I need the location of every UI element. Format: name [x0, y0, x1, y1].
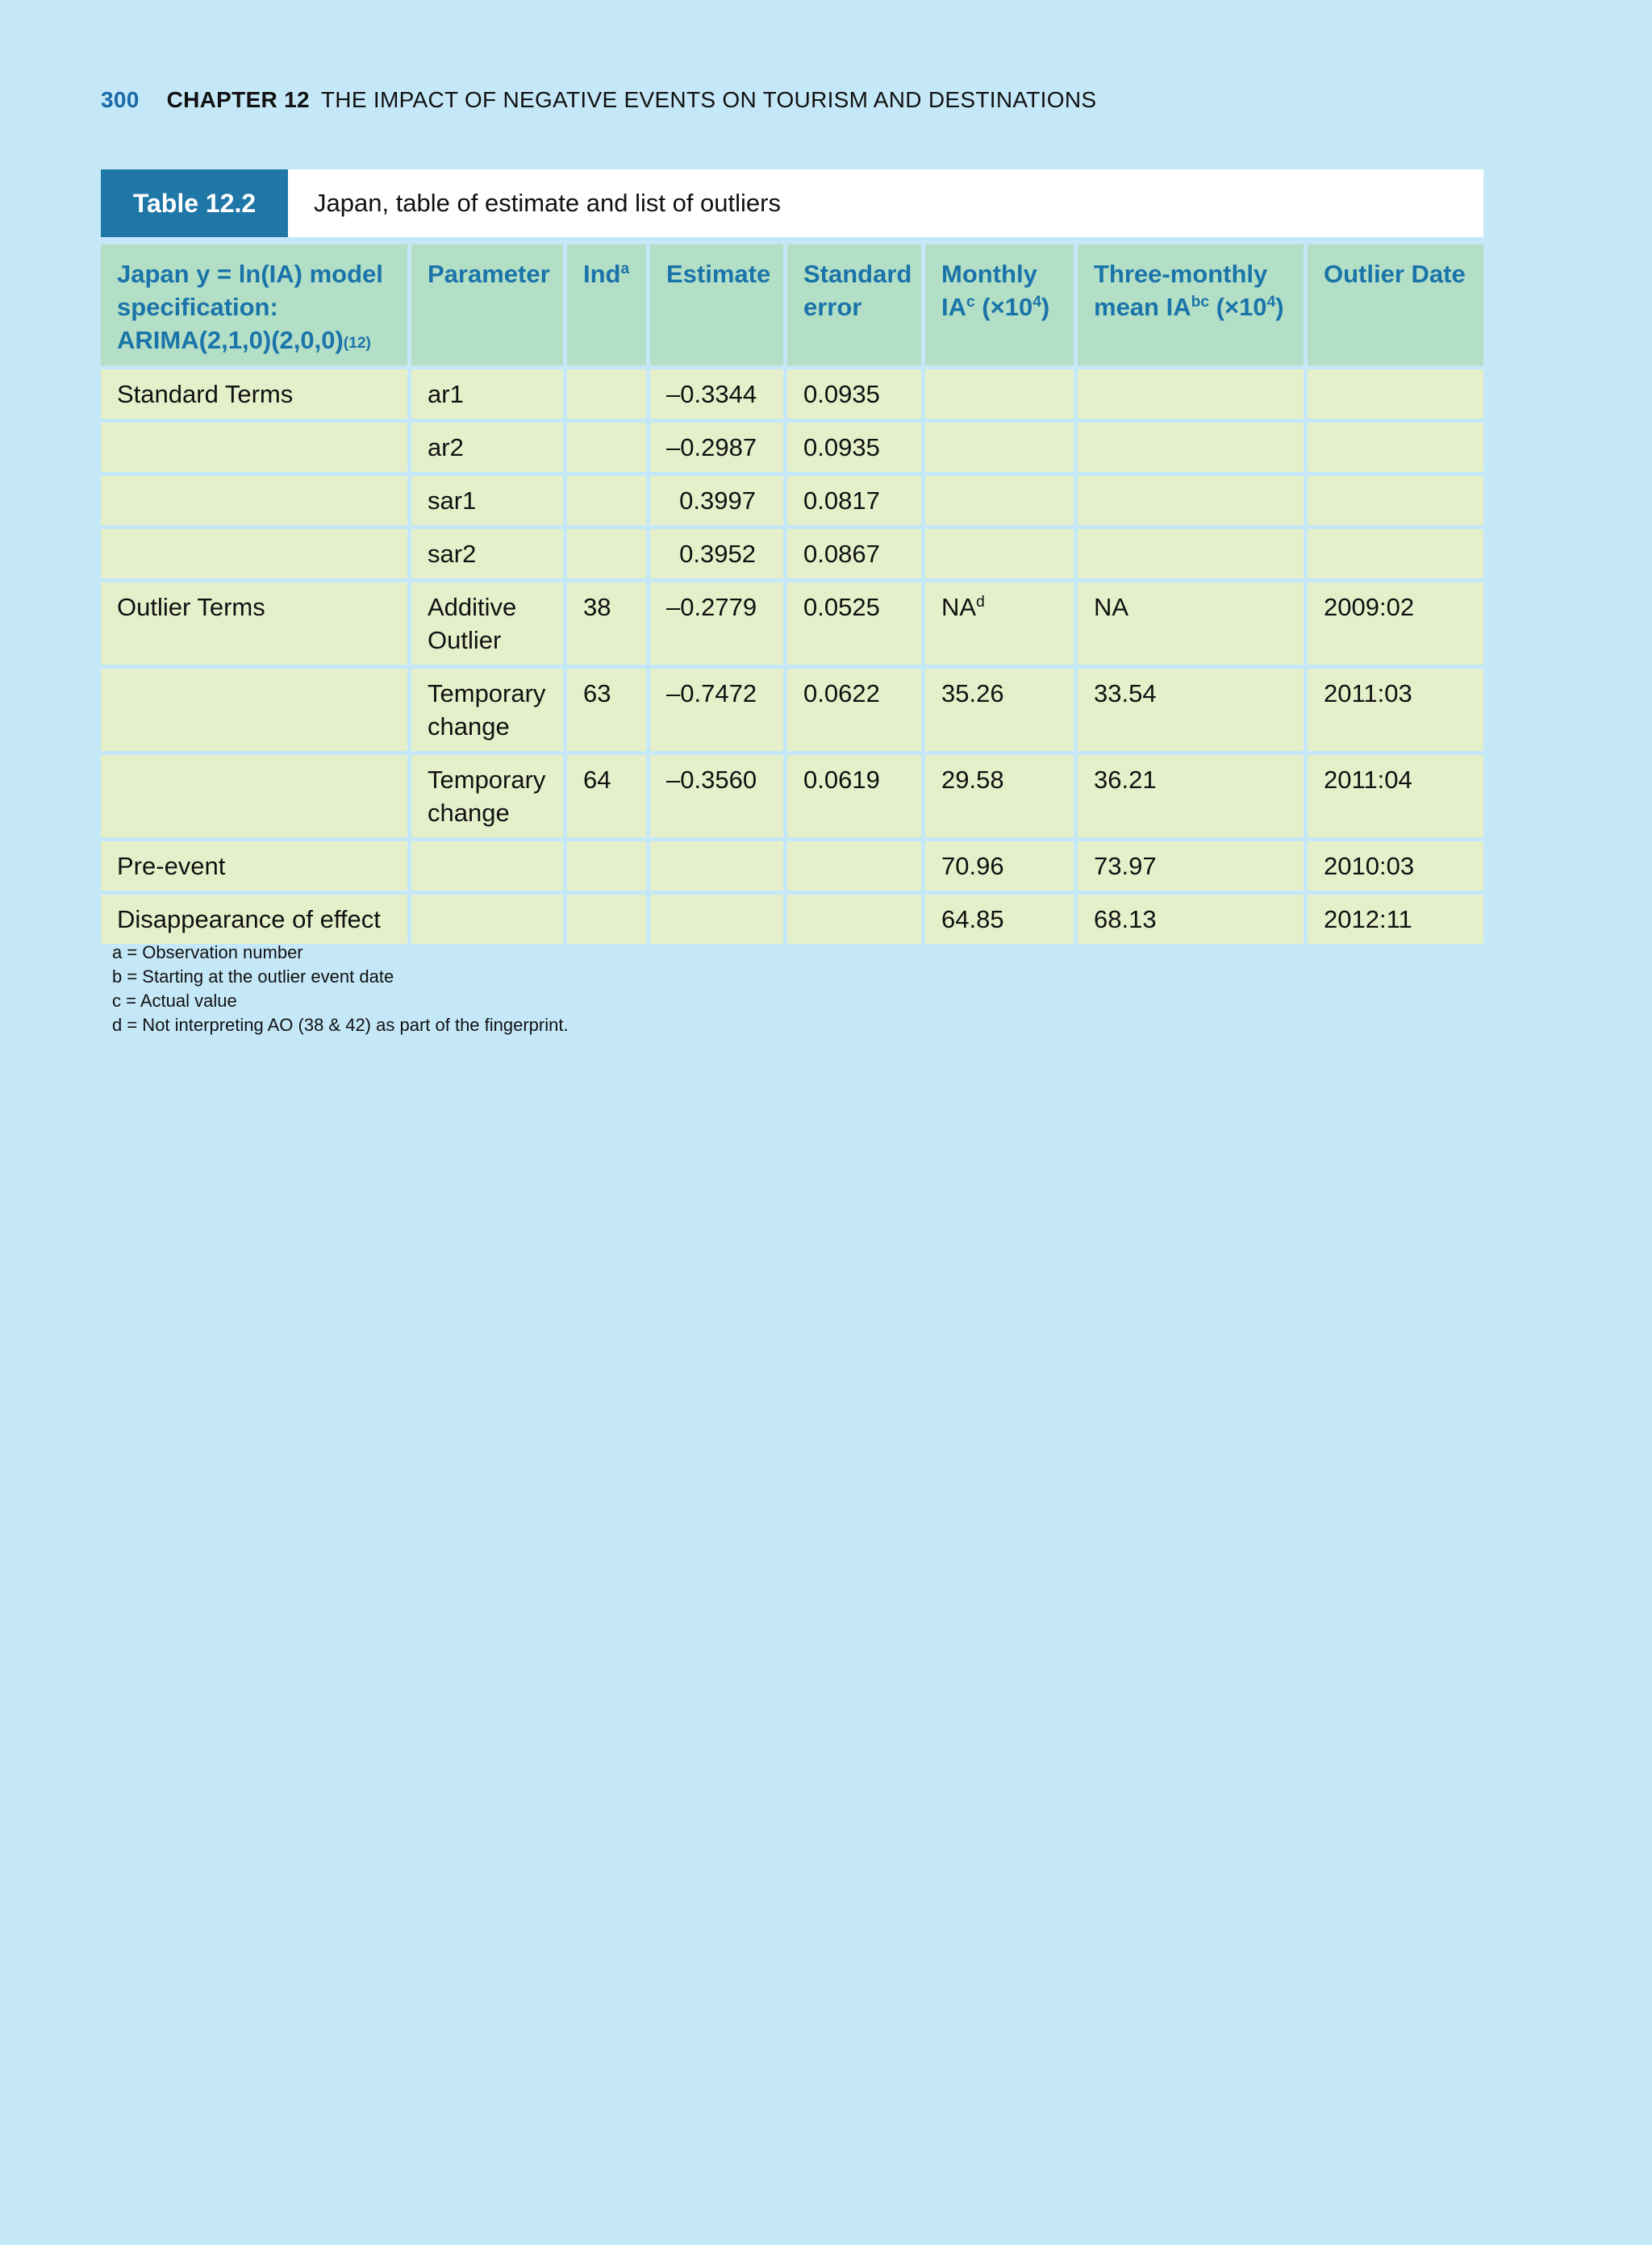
table-row [101, 369, 1483, 423]
row-date: 2010:03 [1308, 841, 1483, 895]
row-group: Outlier Terms [101, 582, 411, 669]
row-group [101, 423, 411, 476]
row-date [1308, 476, 1483, 529]
header-ind-sup: a [620, 261, 630, 277]
running-head [101, 87, 1096, 113]
header-monthly-ia: IA [941, 293, 966, 321]
header-three-unit-close: ) [1275, 293, 1284, 321]
chapter-label: CHAPTER 12 [166, 87, 310, 112]
row-ind [567, 476, 650, 529]
table-row [101, 423, 1483, 476]
header-three-unit: (×10 [1209, 293, 1267, 321]
footnote-d: d = Not interpreting AO (38 & 42) as part of the fingerprint. [112, 1015, 569, 1035]
row-std-error: 0.0935 [787, 369, 925, 423]
row-parameter: ar1 [411, 369, 567, 423]
chapter-title: THE IMPACT OF NEGATIVE EVENTS ON TOURISM AND DESTINATIONS [320, 87, 1097, 112]
row-parameter-line2: Outlier [428, 626, 502, 654]
row-date: 2009:02 [1308, 582, 1483, 669]
header-ind [567, 244, 650, 369]
row-monthly [925, 582, 1078, 669]
row-std-error [787, 895, 925, 948]
row-date [1308, 369, 1483, 423]
row-monthly: 70.96 [925, 841, 1078, 895]
row-estimate: –0.3560 [650, 755, 787, 841]
header-monthly-unit-close: ) [1041, 293, 1050, 321]
row-parameter-line1: Temporary [428, 766, 546, 794]
row-three-monthly: NA [1078, 582, 1308, 669]
row-std-error: 0.0817 [787, 476, 925, 529]
row-monthly [925, 369, 1078, 423]
row-monthly [925, 423, 1078, 476]
row-monthly-sup: d [976, 594, 985, 611]
row-three-monthly: 68.13 [1078, 895, 1308, 948]
table-row [101, 841, 1483, 895]
row-date: 2011:04 [1308, 755, 1483, 841]
row-std-error: 0.0619 [787, 755, 925, 841]
estimates-table [101, 244, 1483, 948]
row-group [101, 669, 411, 755]
row-monthly: 29.58 [925, 755, 1078, 841]
header-model-spec-line2: specification: [117, 293, 278, 321]
row-ind [567, 369, 650, 423]
row-ind [567, 423, 650, 476]
row-three-monthly: 33.54 [1078, 669, 1308, 755]
header-three-monthly [1078, 244, 1308, 369]
row-parameter: sar1 [411, 476, 567, 529]
header-three-mean: mean IA [1094, 293, 1191, 321]
row-std-error: 0.0622 [787, 669, 925, 755]
row-parameter-line2: change [428, 712, 510, 741]
header-monthly-unit: (×10 [974, 293, 1033, 321]
row-three-monthly [1078, 423, 1308, 476]
row-date [1308, 423, 1483, 476]
header-std-error [787, 244, 925, 369]
row-monthly: 35.26 [925, 669, 1078, 755]
row-parameter: ar2 [411, 423, 567, 476]
header-model-spec-line3: ARIMA(2,1,0)(2,0,0) [117, 326, 344, 354]
row-group [101, 529, 411, 582]
row-parameter [411, 755, 567, 841]
row-estimate: –0.7472 [650, 669, 787, 755]
row-group: Pre-event [101, 841, 411, 895]
table-header-row [101, 244, 1483, 369]
row-three-monthly: 36.21 [1078, 755, 1308, 841]
header-three-unit-exp: 4 [1266, 294, 1276, 311]
row-parameter [411, 669, 567, 755]
table-number: Table 12.2 [101, 169, 288, 237]
row-estimate: –0.2987 [650, 423, 787, 476]
row-date: 2011:03 [1308, 669, 1483, 755]
header-model-spec [101, 244, 411, 369]
table-row [101, 582, 1483, 669]
row-date: 2012:11 [1308, 895, 1483, 948]
row-parameter-line1: Additive [428, 593, 517, 621]
row-three-monthly [1078, 529, 1308, 582]
row-estimate: 0.3952 [650, 529, 787, 582]
footnote-a: a = Observation number [112, 942, 303, 962]
row-parameter [411, 582, 567, 669]
row-three-monthly [1078, 476, 1308, 529]
row-estimate: 0.3997 [650, 476, 787, 529]
table-footnotes [112, 941, 569, 1037]
header-monthly [925, 244, 1078, 369]
row-monthly [925, 529, 1078, 582]
table-row [101, 476, 1483, 529]
row-group [101, 755, 411, 841]
row-group: Standard Terms [101, 369, 411, 423]
row-ind: 64 [567, 755, 650, 841]
row-three-monthly: 73.97 [1078, 841, 1308, 895]
header-monthly-line1: Monthly [941, 260, 1037, 288]
row-group [101, 476, 411, 529]
header-ind-label: Ind [583, 260, 621, 288]
header-estimate: Estimate [650, 244, 787, 369]
row-parameter: sar2 [411, 529, 567, 582]
header-three-line1: Three-monthly [1094, 260, 1268, 288]
header-std-error-line2: error [803, 293, 862, 321]
header-std-error-line1: Standard [803, 260, 912, 288]
row-parameter-line2: change [428, 799, 510, 827]
row-ind [567, 529, 650, 582]
page-number: 300 [101, 87, 140, 112]
table-title: Japan, table of estimate and list of outliers [314, 189, 781, 217]
row-monthly-value: NA [941, 593, 977, 621]
table-row [101, 755, 1483, 841]
row-estimate [650, 895, 787, 948]
row-monthly: 64.85 [925, 895, 1078, 948]
header-outlier-date: Outlier Date [1308, 244, 1483, 369]
table-caption [101, 169, 1483, 237]
header-monthly-unit-exp: 4 [1032, 294, 1041, 311]
row-three-monthly [1078, 369, 1308, 423]
header-parameter: Parameter [411, 244, 567, 369]
row-parameter-line1: Temporary [428, 679, 546, 707]
row-estimate: –0.2779 [650, 582, 787, 669]
footnote-c: c = Actual value [112, 991, 237, 1011]
header-monthly-ia-sup: c [966, 294, 975, 311]
header-three-mean-sup: bc [1191, 294, 1210, 311]
row-monthly [925, 476, 1078, 529]
row-ind [567, 841, 650, 895]
header-model-spec-sub: (12) [343, 335, 371, 352]
row-estimate: –0.3344 [650, 369, 787, 423]
row-ind [567, 895, 650, 948]
row-std-error [787, 841, 925, 895]
row-std-error: 0.0525 [787, 582, 925, 669]
row-date [1308, 529, 1483, 582]
row-parameter [411, 841, 567, 895]
table-row [101, 529, 1483, 582]
table-row [101, 669, 1483, 755]
row-std-error: 0.0867 [787, 529, 925, 582]
header-model-spec-line1: Japan y = ln(IA) model [117, 260, 383, 288]
row-ind: 38 [567, 582, 650, 669]
row-std-error: 0.0935 [787, 423, 925, 476]
row-ind: 63 [567, 669, 650, 755]
row-group: Disappearance of effect [101, 895, 411, 948]
row-estimate [650, 841, 787, 895]
footnote-b: b = Starting at the outlier event date [112, 966, 394, 987]
